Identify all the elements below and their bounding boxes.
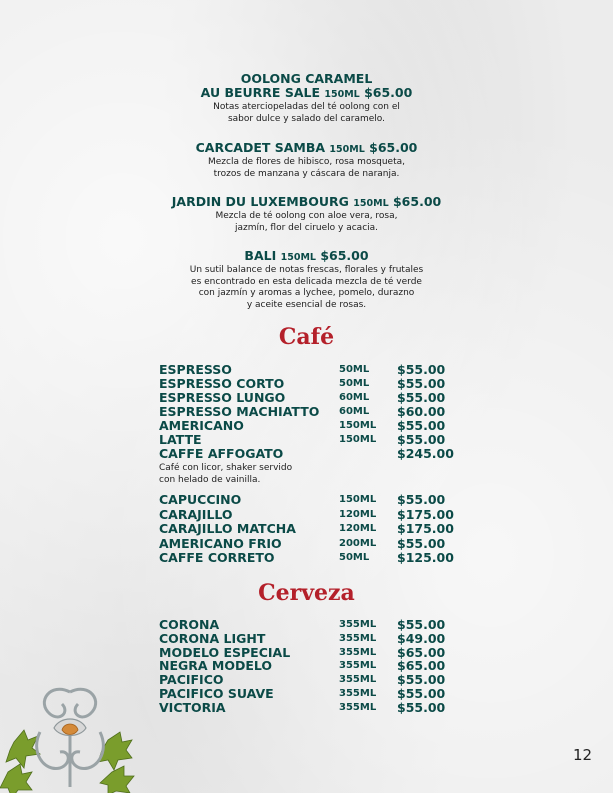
- tea-volume: 150ML: [324, 89, 360, 100]
- item-name: VICTORIA: [159, 700, 226, 715]
- item-name: PACIFICO: [159, 672, 224, 687]
- item-name: NEGRA MODELO: [159, 658, 273, 673]
- item-volume: 150ML: [339, 494, 377, 505]
- section-title-cerveza: Cerveza: [258, 580, 355, 606]
- item-price: $55.00: [397, 617, 446, 632]
- tea-price: $65.00: [364, 85, 413, 100]
- tea-desc-line: y aceite esencial de rosas.: [246, 299, 367, 310]
- item-price: $55.00: [397, 686, 446, 701]
- item-price: $49.00: [397, 631, 446, 646]
- item-price: $55.00: [397, 536, 446, 551]
- affogato-desc-line: con helado de vainilla.: [159, 475, 261, 485]
- tea-desc-line: trozos de manzana y cáscara de naranja.: [213, 168, 400, 179]
- tea-name: JARDIN DU LUXEMBOURG: [171, 194, 349, 209]
- item-price: $65.00: [397, 645, 446, 660]
- tea-price: $65.00: [392, 194, 442, 209]
- tea-desc-line: con jazmín y aromas a lychee, pomelo, durazno: [198, 288, 415, 298]
- item-price: $60.00: [397, 404, 446, 419]
- item-price: $55.00: [397, 362, 446, 377]
- item-name: CORONA LIGHT: [159, 631, 266, 646]
- affogato-desc-line: Café con licor, shaker servido: [159, 463, 293, 473]
- tea-desc-line: es encontrado en esta delicada mezcla de té verde: [191, 276, 422, 287]
- item-volume: 355ML: [339, 619, 377, 630]
- item-volume: 120ML: [339, 509, 377, 520]
- tea-desc-line: Notas aterciopeladas del té oolong con el: [213, 102, 400, 112]
- item-name: CARAJILLO MATCHA: [159, 521, 296, 536]
- tea-item-jardin: [0, 195, 613, 234]
- item-price: $55.00: [397, 672, 446, 687]
- item-volume: 50ML: [339, 552, 370, 563]
- item-price: $55.00: [397, 418, 446, 433]
- item-volume: 355ML: [339, 647, 377, 658]
- tea-item-bali: [0, 249, 613, 311]
- page-number: 12: [573, 746, 593, 764]
- item-name: CAFFE AFFOGATO: [159, 446, 284, 461]
- tea-volume: 150ML: [280, 252, 316, 263]
- item-price: $55.00: [397, 492, 446, 507]
- item-volume: 120ML: [339, 523, 377, 534]
- item-volume: 50ML: [339, 378, 370, 389]
- item-volume: 355ML: [339, 688, 377, 699]
- item-name: CORONA: [159, 617, 220, 632]
- item-name: MODELO ESPECIAL: [159, 645, 291, 660]
- item-volume: 150ML: [339, 420, 377, 431]
- tea-item-carcadet: [0, 141, 613, 180]
- tea-desc-line: Mezcla de té oolong con aloe vera, rosa,: [215, 211, 398, 221]
- item-name: ESPRESSO MACHIATTO: [159, 404, 320, 419]
- tea-name-line2: AU BEURRE SALE: [200, 85, 321, 100]
- item-name: CARAJILLO: [159, 507, 233, 522]
- item-volume: 200ML: [339, 538, 377, 549]
- tea-volume: 150ML: [329, 144, 365, 155]
- item-volume: 50ML: [339, 364, 370, 375]
- item-volume: 150ML: [339, 434, 377, 445]
- item-volume: 355ML: [339, 702, 377, 713]
- floral-ornament-icon: [0, 672, 140, 793]
- item-name: CAPUCCINO: [159, 492, 242, 507]
- tea-desc-line: Mezcla de flores de hibisco, rosa mosqueta,: [207, 157, 405, 167]
- tea-item-oolong: [0, 72, 613, 125]
- tea-desc-line: Un sutil balance de notas frescas, florales y frutales: [189, 265, 424, 275]
- tea-name: BALI: [244, 248, 277, 263]
- item-price: $55.00: [397, 700, 446, 715]
- item-volume: 355ML: [339, 660, 377, 671]
- item-price: $55.00: [397, 390, 446, 405]
- tea-price: $65.00: [369, 140, 418, 155]
- tea-desc-line: sabor dulce y salado del caramelo.: [227, 113, 386, 124]
- item-price: $55.00: [397, 432, 446, 447]
- item-name: CAFFE CORRETO: [159, 550, 275, 565]
- item-name: LATTE: [159, 432, 202, 447]
- item-price: $125.00: [397, 550, 454, 565]
- tea-name-line1: OOLONG CARAMEL: [240, 71, 373, 86]
- item-price: $65.00: [397, 658, 446, 673]
- item-name: AMERICANO: [159, 418, 244, 433]
- item-volume: 355ML: [339, 674, 377, 685]
- section-title-cafe: Café: [278, 324, 335, 350]
- item-name: PACIFICO SUAVE: [159, 686, 274, 701]
- item-price: $245.00: [397, 446, 454, 461]
- item-price: $175.00: [397, 507, 454, 522]
- item-price: $175.00: [397, 521, 454, 536]
- tea-desc-line: jazmín, flor del ciruelo y acacia.: [234, 222, 379, 233]
- item-price: $55.00: [397, 376, 446, 391]
- tea-price: $65.00: [320, 248, 369, 263]
- item-volume: 355ML: [339, 633, 377, 644]
- tea-volume: 150ML: [353, 198, 389, 209]
- item-name: AMERICANO FRIO: [159, 536, 282, 551]
- tea-name: CARCADET SAMBA: [195, 140, 326, 155]
- item-name: ESPRESSO: [159, 362, 232, 377]
- item-name: ESPRESSO CORTO: [159, 376, 285, 391]
- item-name: ESPRESSO LUNGO: [159, 390, 286, 405]
- affogato-desc: [159, 462, 292, 486]
- item-volume: 60ML: [339, 392, 370, 403]
- item-volume: 60ML: [339, 406, 370, 417]
